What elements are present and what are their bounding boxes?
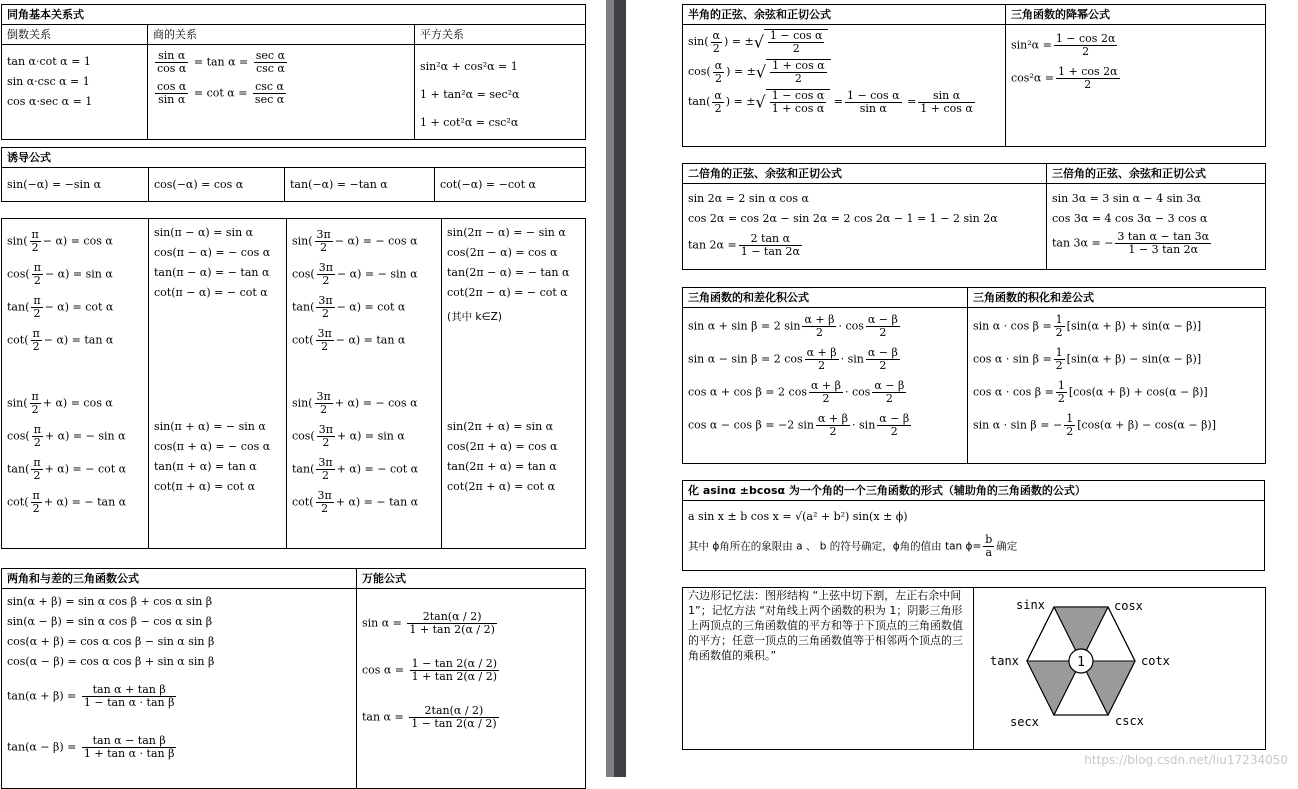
basic-relations-title: 同角基本关系式 <box>2 5 586 25</box>
induction-formula: tan(−α) = −tan α <box>285 168 435 202</box>
sum-formula: cos(α − β) = cos α cos β + sin α sin β <box>7 655 215 668</box>
product-sum-table <box>682 287 1266 464</box>
sum-formula: sin(α − β) = sin α cos β − cos α sin β <box>7 615 213 628</box>
tan-sum-formula: tan(α + β) = $\frac{\text{tan α + tan β}}{\text{1 − tan α · tan β}}$ <box>7 683 175 709</box>
quotient-formula: $\frac{\text{cos α}}{\text{sin α}}$ = cot α = csc α sec α <box>157 80 285 106</box>
pi-plus-formula: tan(π + α) = tan α <box>154 460 257 473</box>
2pi-plus-formula: tan(2π + α) = tan α <box>447 460 557 473</box>
fraction: $\frac{1}{2}$ <box>1055 313 1063 339</box>
fraction: $\frac{\pi}{2}$ <box>33 423 41 449</box>
half-angle-tan-formula: tan( $\frac{\alpha}{2}$ ) = ±√ $\frac{\text{1 − cos α}}{\text{1 + cos α}}$ = $\frac{\text{1 − cos α}}{\text{sin α}}$ = $\frac{\text{sin α}}{\text{1 + cos α}}$ <box>688 88 973 115</box>
triple-angle-formula: cos 3α = 4 cos 3α − 3 cos α <box>1052 212 1208 225</box>
square-formula: 1 + tan²α = sec²α <box>420 88 520 101</box>
hexagon-label-cosx: cosx <box>1114 599 1143 613</box>
half-angle-cos-formula: cos( $\frac{\alpha}{2}$ ) = ±√ $\frac{\text{1 + cos α}}{2}$ <box>688 59 1000 85</box>
sum-to-product-cell <box>683 308 968 464</box>
hexagon-label-cscx: cscx <box>1115 714 1144 728</box>
fraction: $\frac{3\pi}{2}$ <box>318 423 333 449</box>
hexagon-label-secx: secx <box>1010 715 1039 729</box>
half-angle-title: 半角的正弦、余弦和正切公式 <box>683 5 1006 25</box>
power-reduction-title: 三角函数的降幂公式 <box>1006 5 1266 25</box>
pi-over-2-minus-formula: cot( $\frac{\pi}{2}$ − α) = tan α <box>7 327 114 353</box>
fraction: $\frac{3\pi}{2}$ <box>317 489 332 515</box>
square-formula: sin²α + cos²α = 1 <box>420 60 518 73</box>
sum-difference-table <box>1 568 586 789</box>
2pi-minus-formula: cot(2π − α) = − cot α <box>447 286 568 299</box>
basic-relations-table <box>1 4 586 140</box>
auxiliary-angle-description: 其中 ϕ角所在的象限由 a 、 b 的符号确定，ϕ角的值由 tan ϕ= $\frac{b}{a}$ 确定 <box>688 533 1018 559</box>
reciprocal-formula: sin α·csc α = 1 <box>7 75 90 88</box>
3pi-over-2-minus-group <box>292 229 436 353</box>
induction-table <box>1 147 586 202</box>
square-header: 平方关系 <box>415 25 586 45</box>
triple-angle-title: 三倍角的正弦、余弦和正切公式 <box>1047 164 1266 184</box>
double-angle-tan-formula: tan 2α = $\frac{\text{2 tan α}}{1 - \tan 2\alpha}$ <box>688 232 800 258</box>
sum-formula: sin(α + β) = sin α cos β + cos α sin β <box>7 595 213 608</box>
fraction: $\frac{1}{2}$ <box>1066 412 1074 438</box>
fraction: $\frac{\pi}{2}$ <box>33 294 41 320</box>
power-reduction-sin-formula: sin²α = $\frac{1 - \cos 2\alpha}{2}$ <box>1011 32 1116 58</box>
fraction: $\frac{\alpha + \beta}{2}$ <box>806 346 837 372</box>
product-to-sum-cell <box>968 308 1266 464</box>
induction-formula: cot(−α) = −cot α <box>435 168 586 202</box>
triple-angle-formula: sin 3α = 3 sin α − 4 sin 3α <box>1052 192 1201 205</box>
double-angle-formula: cos 2α = cos 2α − sin 2α = 2 cos 2α − 1 = 1 − 2 sin 2α <box>688 212 998 225</box>
reciprocal-formula: tan α·cot α = 1 <box>7 55 91 68</box>
fraction: $\frac{\pi}{2}$ <box>32 489 40 515</box>
induction-title: 诱导公式 <box>2 148 586 168</box>
reciprocal-formula: cos α·sec α = 1 <box>7 95 93 108</box>
fraction: $\frac{\alpha - \beta}{2}$ <box>879 412 910 438</box>
pi-over-2-plus-formula: tan( $\frac{\pi}{2}$ + α) = − cot α <box>7 456 127 482</box>
fraction: $\frac{\alpha + \beta}{2}$ <box>818 412 849 438</box>
double-angle-formula: sin 2α = 2 sin α cos α <box>688 192 809 205</box>
pi-plus-formula: sin(π + α) = − sin α <box>154 420 266 433</box>
induction-formula: sin(−α) = −sin α <box>2 168 149 202</box>
2pi-minus-formula: sin(2π − α) = − sin α <box>447 226 566 239</box>
quotient-formula: $\frac{\text{sin α}}{\text{cos α}}$ = tan α = sec α csc α <box>157 49 286 75</box>
pi-minus-formula: tan(π − α) = − tan α <box>154 266 270 279</box>
three-pi-over-2-plus-formula: tan( $\frac{3\pi}{2}$ + α) = − cot α <box>292 456 419 482</box>
fraction: $\frac{\alpha - \beta}{2}$ <box>867 313 898 339</box>
universal-sin-formula: sin α = $\frac{2\tan(\alpha / 2)}{1 + \tan 2(\alpha / 2)}$ <box>362 610 495 636</box>
universal-title: 万能公式 <box>357 569 586 589</box>
hexagon-center-label: 1 <box>1077 655 1085 670</box>
three-pi-over-2-minus-formula: tan( $\frac{3\pi}{2}$ − α) = cot α <box>292 294 406 320</box>
fraction: $\frac{\pi}{2}$ <box>31 390 39 416</box>
hexagon-mnemonic-text: 六边形记忆法：图形结构 “上弦中切下割，左正右余中间 1”；记忆方法 “对角线上两个函数的积为 1；阴影三角形上两顶点的三角函数值的平方和等于下顶点的三角函数值的平方；任意一顶点的三角函数值等于相邻两个顶点的三角函数值的乘积。” <box>683 588 974 750</box>
fraction: $\frac{3\pi}{2}$ <box>317 327 332 353</box>
2pi-plus-formula: cot(2π + α) = cot α <box>447 480 555 493</box>
hexagon-table <box>682 587 1266 750</box>
fraction: $\frac{3\pi}{2}$ <box>318 261 333 287</box>
pi-over-2-minus-formula: tan( $\frac{\pi}{2}$ − α) = cot α <box>7 294 114 320</box>
fraction: $\frac{\alpha + \beta}{2}$ <box>810 379 841 405</box>
pi-plus-formula: cot(π + α) = cot α <box>154 480 255 493</box>
fraction: $\frac{\alpha + \beta}{2}$ <box>804 313 835 339</box>
fraction: $\frac{1}{2}$ <box>1057 379 1065 405</box>
hexagon-label-cotx: cotx <box>1141 654 1170 668</box>
fraction: $\frac{\pi}{2}$ <box>33 456 41 482</box>
fraction: $\frac{\pi}{2}$ <box>32 327 40 353</box>
sum-to-product-formula: sin α + sin β = 2 sin $\frac{\alpha + \beta}{2}$ · cos $\frac{\alpha - \beta}{2}$ <box>688 313 898 339</box>
three-pi-over-2-minus-formula: cot( $\frac{3\pi}{2}$ − α) = tan α <box>292 327 406 353</box>
half-angle-sin-formula: sin( $\frac{\alpha}{2}$ ) = ±√ $\frac{\text{1 − cos α}}{2}$ <box>688 29 1000 55</box>
k-integer-note: (其中 k∈Z) <box>447 311 502 323</box>
sum-to-product-formula: cos α − cos β = −2 sin $\frac{\alpha + \beta}{2}$ · sin $\frac{\alpha - \beta}{2}$ <box>688 412 910 438</box>
pi-over-2-plus-formula: sin( $\frac{\pi}{2}$ + α) = cos α <box>7 390 113 416</box>
pi-over-2-plus-group <box>7 391 143 515</box>
square-formula: 1 + cot²α = csc²α <box>420 116 519 129</box>
tan-difference-formula: tan(α − β) = $\frac{\text{tan α − tan β}}{\text{1 + tan α · tan β}}$ <box>7 734 175 760</box>
product-to-sum-title: 三角函数的积化和差公式 <box>968 288 1266 308</box>
pi-plus-formula: cos(π + α) = − cos α <box>154 440 271 453</box>
product-to-sum-formula: sin α · sin β = − $\frac{1}{2}$ [cos(α + β) − cos(α − β)] <box>973 412 1217 438</box>
three-pi-over-2-plus-formula: sin( $\frac{3\pi}{2}$ + α) = − cos α <box>292 390 418 416</box>
reciprocal-header: 倒数关系 <box>2 25 148 45</box>
2pi-minus-formula: cos(2π − α) = cos α <box>447 246 558 259</box>
watermark: https://blog.csdn.net/liu17234050 <box>1084 753 1288 767</box>
product-to-sum-formula: sin α · cos β = $\frac{1}{2}$ [sin(α + β) + sin(α − β)] <box>973 313 1202 339</box>
hexagon-label-tanx: tanx <box>990 654 1019 668</box>
double-triple-table <box>682 163 1266 270</box>
product-to-sum-formula: cos α · sin β = $\frac{1}{2}$ [sin(α + β) − sin(α − β)] <box>973 346 1202 372</box>
fraction: $\frac{3\pi}{2}$ <box>318 294 333 320</box>
pi-minus-formula: cot(π − α) = − cot α <box>154 286 268 299</box>
product-to-sum-formula: cos α · cos β = $\frac{1}{2}$ [cos(α + β) + cos(α − β)] <box>973 379 1208 405</box>
2pi-minus-formula: tan(2π − α) = − tan α <box>447 266 570 279</box>
page-gutter-light <box>606 0 614 777</box>
universal-cos-formula: cos α = $\frac{1 - \tan 2(\alpha / 2)}{1 + \tan 2(\alpha / 2)}$ <box>362 657 498 683</box>
universal-tan-formula: tan α = $\frac{2\tan(\alpha / 2)}{1 - \tan 2(\alpha / 2)}$ <box>362 704 497 730</box>
pi-over-2-minus-group <box>7 229 143 353</box>
three-pi-over-2-minus-formula: sin( $\frac{3\pi}{2}$ − α) = − cos α <box>292 228 418 254</box>
auxiliary-angle-table <box>682 480 1265 571</box>
three-pi-over-2-plus-formula: cos( $\frac{3\pi}{2}$ + α) = sin α <box>292 423 405 449</box>
triple-angle-tan-formula: tan 3α = − $\frac{\text{3 tan α − tan 3α}}{1 - 3 \tan 2\alpha}$ <box>1052 230 1210 256</box>
page-gutter-dark <box>614 0 626 777</box>
three-pi-over-2-minus-formula: cos( $\frac{3\pi}{2}$ − α) = − sin α <box>292 261 418 287</box>
hexagon-label-sinx: sinx <box>1016 598 1045 612</box>
fraction: $\frac{\alpha - \beta}{2}$ <box>867 346 898 372</box>
fraction: $\frac{\pi}{2}$ <box>31 228 39 254</box>
auxiliary-angle-title: 化 asinα ±bcosα 为一个角的一个三角函数的形式（辅助角的三角函数的公式） <box>683 481 1265 501</box>
hexagon-diagram <box>974 588 1266 745</box>
three-pi-over-2-plus-formula: cot( $\frac{3\pi}{2}$ + α) = − tan α <box>292 489 419 515</box>
sum-to-product-formula: sin α − sin β = 2 cos $\frac{\alpha + \beta}{2}$ · sin $\frac{\alpha - \beta}{2}$ <box>688 346 898 372</box>
fraction: $\frac{3\pi}{2}$ <box>316 228 331 254</box>
pi-over-2-plus-formula: cos( $\frac{\pi}{2}$ + α) = − sin α <box>7 423 126 449</box>
pi-over-2-minus-formula: cos( $\frac{\pi}{2}$ − α) = sin α <box>7 261 113 287</box>
pi-over-2-minus-formula: sin( $\frac{\pi}{2}$ − α) = cos α <box>7 228 113 254</box>
double-angle-title: 二倍角的正弦、余弦和正切公式 <box>683 164 1047 184</box>
power-reduction-cos-formula: cos²α = $\frac{1 + \cos 2\alpha}{2}$ <box>1011 65 1118 91</box>
pi-minus-formula: sin(π − α) = sin α <box>154 226 254 239</box>
2pi-plus-formula: sin(2π + α) = sin α <box>447 420 554 433</box>
fraction: $\frac{3\pi}{2}$ <box>318 456 333 482</box>
fraction: $\frac{\pi}{2}$ <box>33 261 41 287</box>
sum-formula: cos(α + β) = cos α cos β − sin α sin β <box>7 635 215 648</box>
half-angle-table <box>682 4 1266 147</box>
fraction: $\frac{3\pi}{2}$ <box>316 390 331 416</box>
sum-to-product-title: 三角函数的和差化积公式 <box>683 288 968 308</box>
3pi-over-2-plus-group <box>292 391 436 515</box>
induction-formula: cos(−α) = cos α <box>149 168 285 202</box>
quotient-header: 商的关系 <box>148 25 415 45</box>
fraction: $\frac{\alpha - \beta}{2}$ <box>874 379 905 405</box>
pi-minus-formula: cos(π − α) = − cos α <box>154 246 271 259</box>
sum-to-product-formula: cos α + cos β = 2 cos $\frac{\alpha + \beta}{2}$ · cos $\frac{\alpha - \beta}{2}$ <box>688 379 905 405</box>
auxiliary-angle-formula: a sin x ± b cos x = √(a² + b²) sin(x ± ϕ) <box>688 510 908 523</box>
fraction: $\frac{1}{2}$ <box>1055 346 1063 372</box>
induction-detail-table <box>1 218 586 549</box>
2pi-plus-formula: cos(2π + α) = cos α <box>447 440 558 453</box>
pi-over-2-plus-formula: cot( $\frac{\pi}{2}$ + α) = − tan α <box>7 489 127 515</box>
sum-difference-title: 两角和与差的三角函数公式 <box>2 569 357 589</box>
